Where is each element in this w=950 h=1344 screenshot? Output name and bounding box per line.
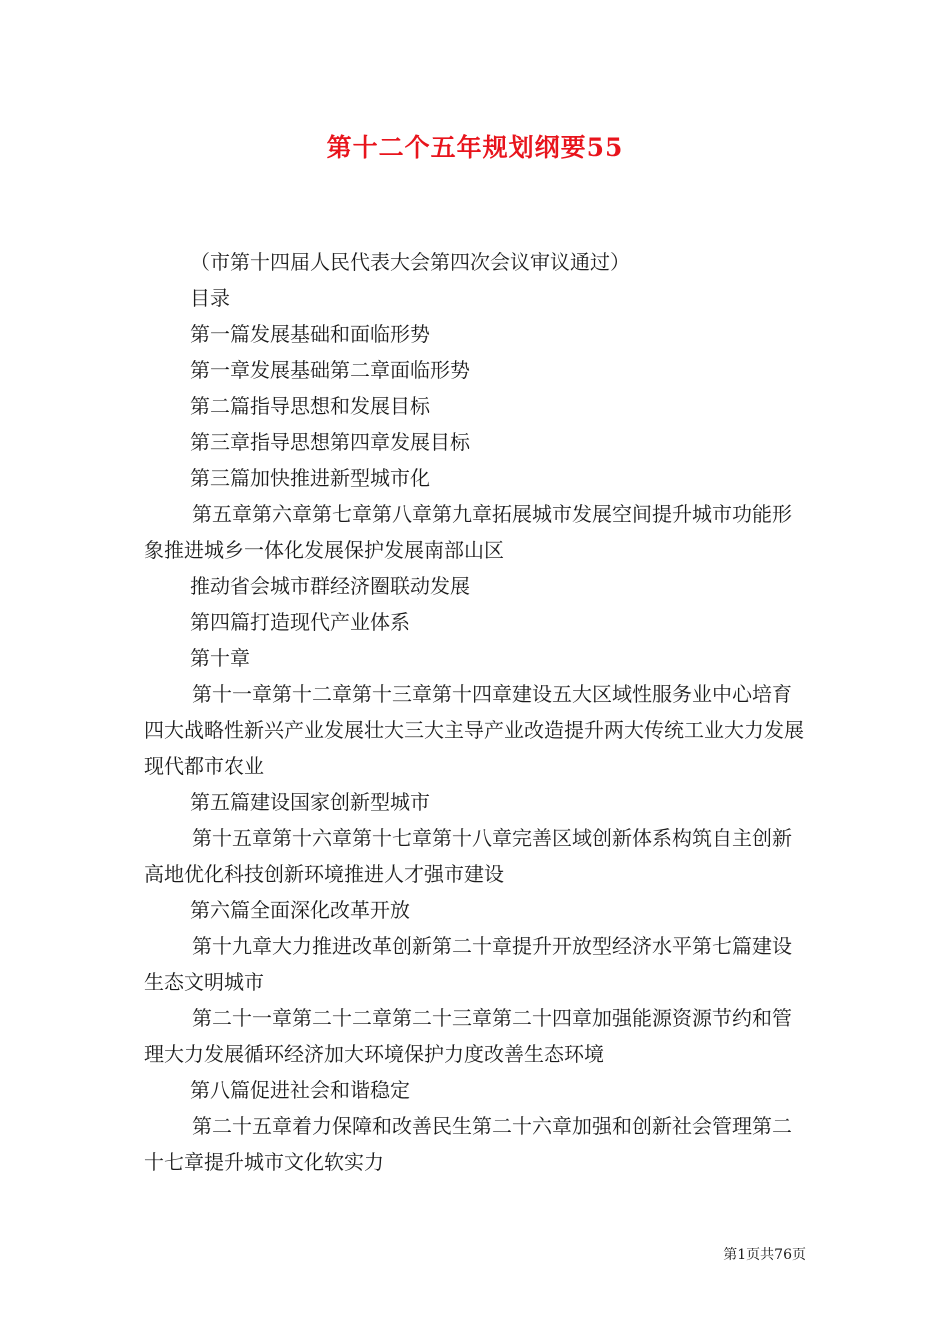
toc-chapters-4: 第十一章第十二章第十三章第十四章建设五大区域性服务业中心培育四大战略性新兴产业发展壮大三大主导产业改造提升两大传统工业大力发展现代都市农业 (144, 682, 804, 778)
document-title: 第十二个五年规划纲要55 (326, 133, 624, 162)
toc-chapters-2: 第三章指导思想第四章发展目标 (190, 430, 470, 454)
toc-chapters-1: 第一章发展基础第二章面临形势 (190, 358, 470, 382)
toc-part-8: 第八篇促进社会和谐稳定 (190, 1078, 410, 1102)
toc-heading: 目录 (190, 286, 230, 310)
toc-chapters-3-cont: 推动省会城市群经济圈联动发展 (190, 574, 470, 598)
toc-part-2: 第二篇指导思想和发展目标 (190, 394, 430, 418)
subtitle-line: （市第十四届人民代表大会第四次会议审议通过） (190, 250, 630, 274)
toc-chapters-7: 第二十一章第二十二章第二十三章第二十四章加强能源资源节约和管理大力发展循环经济加大环境保护力度改善生态环境 (144, 1006, 792, 1066)
toc-chapters-5: 第十五章第十六章第十七章第十八章完善区域创新体系构筑自主创新高地优化科技创新环境推进人才强市建设 (144, 826, 792, 886)
toc-chapters-3: 第五章第六章第七章第八章第九章拓展城市发展空间提升城市功能形象推进城乡一体化发展保护发展南部山区 (144, 502, 792, 562)
toc-part-6: 第六篇全面深化改革开放 (190, 898, 410, 922)
document-body (144, 244, 808, 1180)
toc-part-3: 第三篇加快推进新型城市化 (190, 466, 430, 490)
toc-chapter-10: 第十章 (190, 646, 250, 670)
toc-part-4: 第四篇打造现代产业体系 (190, 610, 410, 634)
toc-part-5: 第五篇建设国家创新型城市 (190, 790, 430, 814)
toc-chapters-6: 第十九章大力推进改革创新第二十章提升开放型经济水平第七篇建设生态文明城市 (144, 934, 792, 994)
page-number: 第1页共76页 (723, 1247, 806, 1263)
toc-part-1: 第一篇发展基础和面临形势 (190, 322, 430, 346)
toc-chapters-8: 第二十五章着力保障和改善民生第二十六章加强和创新社会管理第二十七章提升城市文化软实力 (144, 1114, 792, 1174)
